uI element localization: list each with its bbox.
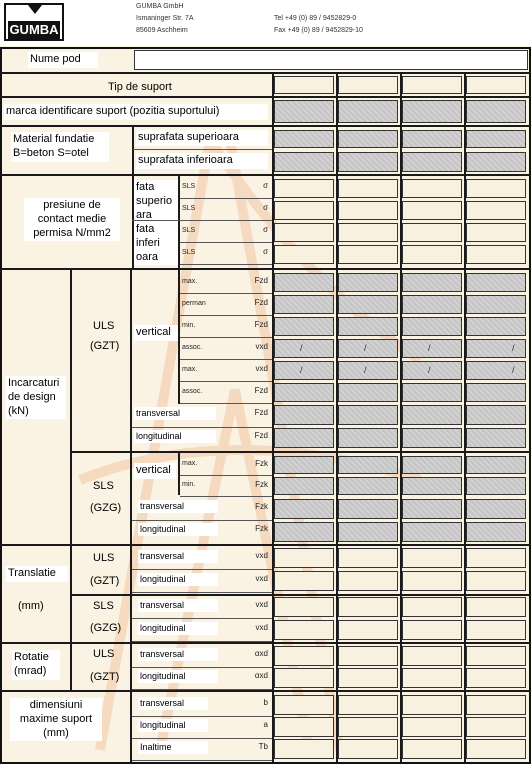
row-label-translatie: Translatie [6, 566, 68, 582]
row-divider [180, 403, 272, 404]
row-divider [132, 618, 272, 619]
load-field[interactable] [466, 522, 526, 542]
label-fata-superioara: fata superio ara [134, 180, 178, 223]
tip-suport-field[interactable] [274, 76, 334, 94]
load-field[interactable] [338, 339, 398, 358]
row-divider [132, 641, 272, 642]
load-symbol: Fzd [254, 408, 268, 417]
load-field[interactable] [274, 317, 334, 336]
label-transversal-uls: transversal [134, 407, 216, 420]
label-uls-design: ULS [93, 320, 115, 332]
label-translatie-direction: longitudinal [138, 573, 218, 586]
load-field[interactable] [466, 339, 526, 358]
row-divider [132, 689, 272, 690]
label-vertical-uls: vertical [134, 325, 178, 341]
material-sup-field[interactable] [402, 130, 462, 148]
material-inf-field[interactable] [338, 152, 398, 172]
presiune-field[interactable] [402, 223, 462, 242]
translatie-field[interactable] [274, 597, 334, 617]
load-field[interactable] [466, 317, 526, 336]
load-field[interactable] [338, 522, 398, 542]
label-load-case: perman [182, 300, 206, 307]
logo-text: GUMBA [9, 22, 59, 37]
translation-symbol: vxd [255, 600, 268, 609]
material-inf-field[interactable] [274, 152, 334, 172]
translation-symbol: vxd [255, 574, 268, 583]
load-field[interactable] [402, 317, 462, 336]
load-field[interactable] [338, 456, 398, 474]
label-suprafata-inferioara: suprafata inferioara [136, 153, 268, 169]
label-gzt-design: (GZT) [90, 340, 120, 352]
load-symbol: Fzd [254, 320, 268, 329]
slash-mark: / [364, 364, 367, 375]
label-dimensiune: longitudinal [138, 719, 208, 732]
dimensiune-field[interactable] [466, 739, 526, 759]
translatie-field[interactable] [274, 548, 334, 568]
row-divider [132, 738, 272, 739]
load-field[interactable] [466, 456, 526, 474]
presiune-field[interactable] [338, 179, 398, 198]
load-field[interactable] [466, 477, 526, 495]
load-symbol: Fzd [254, 276, 268, 285]
dimensiune-field[interactable] [274, 739, 334, 759]
label-rotatie-direction: longitudinal [138, 670, 218, 683]
load-symbol: Fzk [255, 502, 268, 511]
load-field[interactable] [338, 273, 398, 292]
presiune-field[interactable] [338, 245, 398, 264]
load-field[interactable] [338, 428, 398, 448]
letterhead [0, 0, 531, 46]
label-sls-design: SLS [93, 480, 114, 492]
sigma-symbol: σ [263, 181, 268, 190]
row-divider [132, 716, 272, 717]
dimension-symbol: b [263, 698, 268, 707]
slash-mark: / [300, 364, 303, 375]
dimensiune-field[interactable] [338, 695, 398, 715]
rotation-symbol: αxd [254, 671, 268, 680]
row-label-tip-suport: Tip de suport [108, 81, 172, 93]
slash-mark: / [364, 342, 367, 353]
translatie-field[interactable] [466, 548, 526, 568]
rotatie-field[interactable] [274, 668, 334, 688]
translatie-field[interactable] [402, 597, 462, 617]
load-field[interactable] [274, 428, 334, 448]
load-symbol: vxd [255, 342, 268, 351]
label-sls-presiune: SLS [182, 249, 196, 256]
label-gzt-rotatie: (GZT) [90, 671, 120, 683]
label-fata-inferioara: fata inferi oara [134, 222, 178, 265]
translatie-field[interactable] [338, 597, 398, 617]
load-field[interactable] [338, 405, 398, 425]
row-divider [132, 760, 272, 761]
translatie-field[interactable] [274, 571, 334, 591]
presiune-field[interactable] [402, 201, 462, 220]
company-logo [4, 3, 64, 41]
rotatie-field[interactable] [338, 646, 398, 666]
row-divider [180, 496, 272, 497]
dimensiune-field[interactable] [402, 695, 462, 715]
company-name: GUMBA GmbH [136, 3, 184, 10]
translatie-field[interactable] [466, 597, 526, 617]
label-dimensiune: transversal [138, 697, 208, 710]
dimension-symbol: Tb [258, 742, 268, 751]
translatie-field[interactable] [402, 571, 462, 591]
row-label-nume-pod: Nume pod [28, 52, 98, 68]
load-symbol: Fzk [255, 480, 268, 489]
row-divider [180, 220, 272, 221]
translatie-field[interactable] [402, 620, 462, 640]
row-divider [132, 592, 272, 593]
dimensiune-field[interactable] [338, 739, 398, 759]
label-load-case: max. [182, 366, 198, 373]
load-field[interactable] [402, 339, 462, 358]
presiune-field[interactable] [274, 179, 334, 198]
load-field[interactable] [402, 383, 462, 402]
row-divider [180, 315, 272, 316]
label-translatie-direction: transversal [138, 550, 218, 563]
dimensiune-field[interactable] [466, 695, 526, 715]
rotatie-field[interactable] [402, 646, 462, 666]
sigma-symbol: σ [263, 225, 268, 234]
slash-mark: / [512, 364, 515, 375]
load-field[interactable] [402, 405, 462, 425]
label-sls-presiune: SLS [182, 227, 196, 234]
dimensiune-field[interactable] [402, 717, 462, 737]
marca-field[interactable] [402, 100, 462, 123]
load-field[interactable] [274, 405, 334, 425]
label-gzg-design: (GZG) [90, 502, 122, 514]
load-field[interactable] [338, 383, 398, 402]
load-field[interactable] [402, 522, 462, 542]
load-field[interactable] [402, 428, 462, 448]
label-vertical-sls: vertical [134, 463, 176, 479]
rotatie-field[interactable] [402, 668, 462, 688]
load-field[interactable] [466, 405, 526, 425]
load-field[interactable] [402, 456, 462, 474]
load-symbol: Fzd [254, 386, 268, 395]
load-field[interactable] [466, 273, 526, 292]
slash-mark: / [428, 342, 431, 353]
marca-field[interactable] [466, 100, 526, 123]
presiune-field[interactable] [338, 223, 398, 242]
row-divider [180, 264, 272, 265]
label-suprafata-superioara: suprafata superioara [136, 130, 268, 146]
dimensiune-field[interactable] [402, 739, 462, 759]
rotatie-field[interactable] [338, 668, 398, 688]
company-city: 85609 Aschheim [136, 27, 188, 34]
label-load-case: assoc. [182, 388, 203, 395]
row-divider [180, 293, 272, 294]
translatie-field[interactable] [338, 571, 398, 591]
load-field[interactable] [466, 428, 526, 448]
load-field[interactable] [402, 477, 462, 495]
translatie-field[interactable] [338, 548, 398, 568]
dimensiune-field[interactable] [274, 717, 334, 737]
translation-symbol: vxd [255, 551, 268, 560]
translatie-field[interactable] [274, 620, 334, 640]
tip-suport-field[interactable] [466, 76, 526, 94]
nume-pod-field[interactable] [134, 50, 528, 70]
label-rotatie-direction: transversal [138, 648, 218, 661]
presiune-field[interactable] [466, 201, 526, 220]
label-uls-translatie: ULS [93, 552, 115, 564]
label-load-case: max. [182, 278, 198, 285]
rotatie-field[interactable] [466, 646, 526, 666]
load-field[interactable] [402, 361, 462, 380]
row-divider [132, 520, 272, 521]
row-label-marca: marca identificare suport (pozitia suportului) [4, 104, 268, 120]
row-divider [180, 198, 272, 199]
translatie-field[interactable] [402, 548, 462, 568]
label-gzt-translatie: (GZT) [90, 575, 120, 587]
load-field[interactable] [338, 499, 398, 519]
load-field[interactable] [466, 499, 526, 519]
load-field[interactable] [338, 295, 398, 314]
presiune-field[interactable] [338, 201, 398, 220]
material-inf-field[interactable] [466, 152, 526, 172]
row-divider [132, 569, 272, 570]
load-field[interactable] [274, 477, 334, 495]
load-field[interactable] [466, 361, 526, 380]
sigma-symbol: σ [263, 203, 268, 212]
rotation-symbol: αxd [254, 649, 268, 658]
load-field[interactable] [338, 477, 398, 495]
company-tel: Tel +49 (0) 89 / 9452829-0 [274, 15, 357, 22]
row-divider [180, 475, 272, 476]
label-sls-translatie: SLS [93, 600, 114, 612]
dimensiune-field[interactable] [274, 695, 334, 715]
row-divider [132, 427, 272, 428]
slash-mark: / [512, 342, 515, 353]
load-field[interactable] [274, 499, 334, 519]
load-symbol: Fzk [255, 524, 268, 533]
load-symbol: Fzd [254, 431, 268, 440]
rotatie-field[interactable] [274, 646, 334, 666]
load-field[interactable] [274, 339, 334, 358]
dimensiune-field[interactable] [466, 717, 526, 737]
label-translatie-unit: (mm) [18, 600, 44, 612]
load-field[interactable] [338, 361, 398, 380]
tip-suport-field[interactable] [338, 76, 398, 94]
label-gzg-translatie: (GZG) [90, 622, 122, 634]
load-field[interactable] [274, 295, 334, 314]
sigma-symbol: σ [263, 247, 268, 256]
translatie-field[interactable] [466, 571, 526, 591]
label-transversal-sls: transversal [138, 500, 218, 513]
row-divider [180, 242, 272, 243]
load-field[interactable] [402, 273, 462, 292]
slash-mark: / [300, 342, 303, 353]
translatie-field[interactable] [466, 620, 526, 640]
load-field[interactable] [274, 383, 334, 402]
material-inf-field[interactable] [402, 152, 462, 172]
presiune-field[interactable] [274, 201, 334, 220]
presiune-field[interactable] [274, 223, 334, 242]
label-longitudinal-uls: longitudinal [134, 430, 216, 443]
label-load-case: min. [182, 481, 196, 488]
presiune-field[interactable] [402, 245, 462, 264]
load-field[interactable] [402, 499, 462, 519]
label-uls-rotatie: ULS [93, 648, 115, 660]
presiune-field[interactable] [274, 245, 334, 264]
material-sup-field[interactable] [466, 130, 526, 148]
dimension-symbol: a [263, 720, 268, 729]
row-label-dimensiuni: dimensiuni maxime suport (mm) [10, 698, 102, 741]
translatie-field[interactable] [338, 620, 398, 640]
load-field[interactable] [466, 383, 526, 402]
load-field[interactable] [274, 273, 334, 292]
row-label-presiune: presiune de contact medie permisa N/mm2 [24, 198, 120, 241]
label-translatie-direction: transversal [138, 599, 218, 612]
load-field[interactable] [338, 317, 398, 336]
presiune-field[interactable] [466, 223, 526, 242]
presiune-field[interactable] [466, 179, 526, 198]
load-field[interactable] [466, 295, 526, 314]
translation-symbol: vxd [255, 623, 268, 632]
load-symbol: Fzk [255, 459, 268, 468]
material-sup-field[interactable] [338, 130, 398, 148]
row-divider [180, 359, 272, 360]
label-translatie-direction: longitudinal [138, 622, 218, 635]
company-street: Ismaninger Str. 7A [136, 15, 194, 22]
label-dimensiune: Inaltime [138, 741, 208, 754]
dimensiune-field[interactable] [338, 717, 398, 737]
label-longitudinal-sls: longitudinal [138, 523, 218, 536]
load-symbol: Fzd [254, 298, 268, 307]
label-load-case: assoc. [182, 344, 203, 351]
load-field[interactable] [402, 295, 462, 314]
marca-field[interactable] [338, 100, 398, 123]
row-divider [132, 667, 272, 668]
company-fax: Fax +49 (0) 89 / 9452829-10 [274, 27, 363, 34]
label-sls-presiune: SLS [182, 205, 196, 212]
row-label-rotatie: Rotatie (mrad) [12, 650, 60, 680]
presiune-field[interactable] [466, 245, 526, 264]
slash-mark: / [428, 364, 431, 375]
presiune-field[interactable] [402, 179, 462, 198]
load-field[interactable] [274, 361, 334, 380]
tip-suport-field[interactable] [402, 76, 462, 94]
load-field[interactable] [274, 522, 334, 542]
marca-field[interactable] [274, 100, 334, 123]
row-label-material: Material fundatie B=beton S=otel [11, 132, 109, 162]
arrow-down-icon [28, 5, 42, 14]
load-field[interactable] [274, 456, 334, 474]
row-divider [180, 381, 272, 382]
row-divider [180, 337, 272, 338]
label-load-case: max. [182, 460, 198, 467]
rotatie-field[interactable] [466, 668, 526, 688]
label-load-case: min. [182, 322, 196, 329]
material-sup-field[interactable] [274, 130, 334, 148]
row-label-incarcari: Incarcaturi de design (kN) [6, 376, 66, 419]
label-sls-presiune: SLS [182, 183, 196, 190]
load-symbol: vxd [255, 364, 268, 373]
